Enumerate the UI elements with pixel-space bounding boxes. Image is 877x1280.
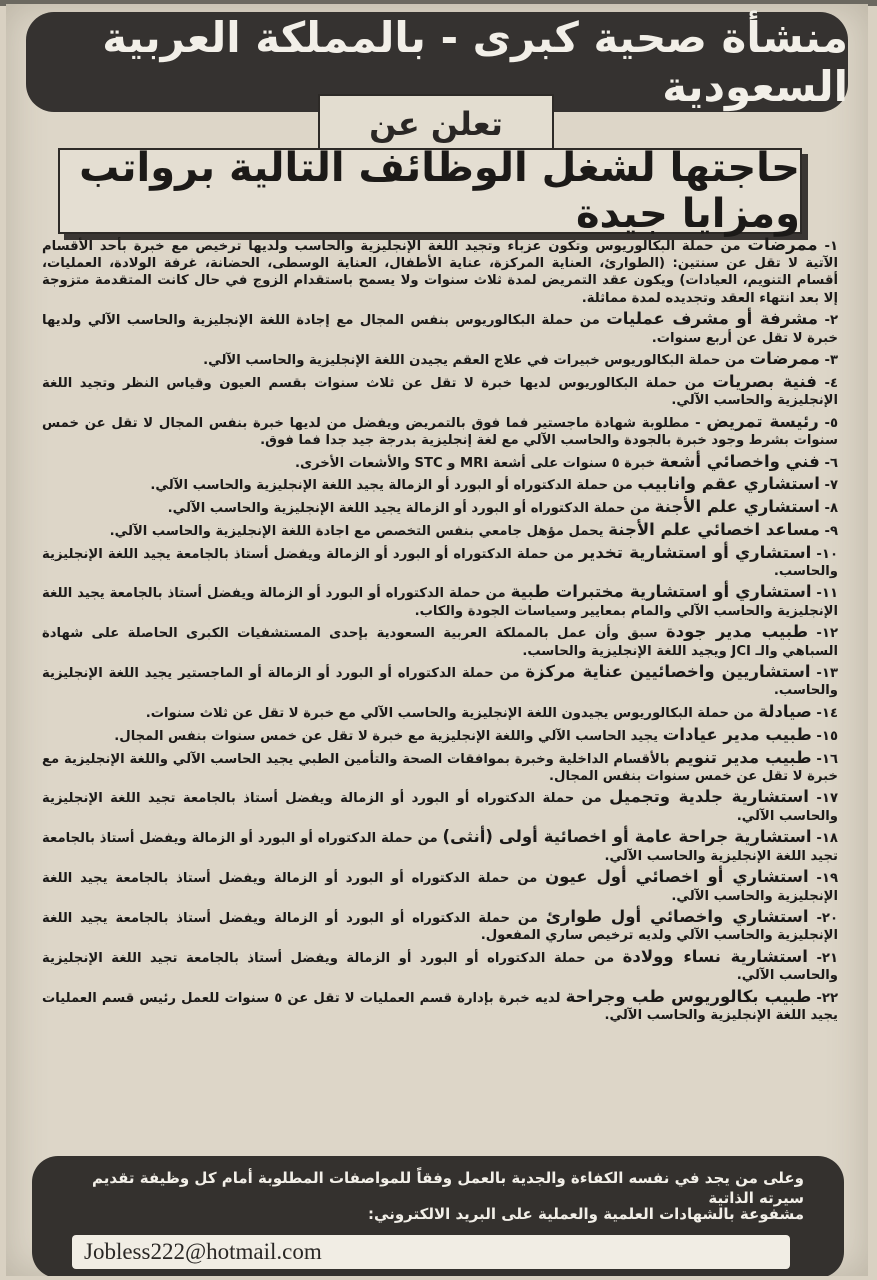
job-title: استشاري عقم وانابيب [637, 474, 820, 494]
footer-line-2: مشفوعة بالشهادات العلمية والعملية على البريد الالكتروني: [368, 1205, 804, 1223]
job-item [42, 749, 838, 785]
job-item [42, 498, 838, 517]
job-item [42, 828, 838, 864]
job-number: ٥- [824, 415, 838, 431]
job-item [42, 310, 838, 346]
job-title: طبيب مدير عيادات [662, 724, 812, 744]
job-number: ١٩- [816, 871, 838, 887]
job-item [42, 544, 838, 580]
job-number: ٨- [824, 501, 838, 517]
job-number: ٢- [824, 313, 838, 329]
job-title: استشاريين واخصائيين عناية مركزة [525, 662, 811, 682]
job-description: - مطلوبة شهادة ماجستير فما فوق بالتمريض ويفضل من لديها خبرة بنفس المجال لا تقل عن خمس سنوات بشرط وجود خبرة بالجودة والحاسب الآلي مع لغة إنجليزية بدرجة جيد جدا فما فوق. [42, 415, 838, 449]
job-item [42, 948, 838, 984]
job-number: ٦- [824, 455, 838, 471]
job-number: ٢٠- [816, 911, 838, 927]
job-description: من حملة البكالوريوس لديها خبرة لا تقل عن ثلاث سنوات بقسم العيون وقياس النظر وتجيد اللغة الإنجليزية والحاسب الآلي. [42, 375, 838, 409]
job-description: من حملة الدكتوراه أو البورد أو الزمالة يجيد اللغة الإنجليزية والحاسب الآلي. [150, 478, 633, 494]
job-title: صيادلة [758, 702, 812, 722]
jobs-list [42, 236, 838, 1188]
email-box [72, 1235, 790, 1269]
job-item [42, 663, 838, 699]
job-description: من حملة الدكتوراه أو البورد أو الزمالة ويفضل أستاذ بالجامعة يجيد اللغة الإنجليزية والحاسب الآلي والمام بمعايير وسياسات الجودة والكاب. [42, 586, 838, 619]
newspaper-ad-page [6, 4, 868, 1276]
job-number: ٢١- [816, 951, 838, 967]
job-description: لديه خبرة بإدارة قسم العمليات لا تقل عن ٥ سنوات للعمل رئيس قسم العمليات يجيد اللغة الإنجليزية والحاسب الآلي. [42, 991, 838, 1024]
job-item [42, 236, 838, 307]
job-item [42, 868, 838, 904]
job-item [42, 583, 838, 619]
job-item [42, 475, 838, 494]
job-item [42, 453, 838, 472]
job-title: طبيب بكالوريوس طب وجراحة [565, 987, 812, 1007]
job-description: خبرة ٥ سنوات على أشعة MRI و STC والأشعات الأخرى. [295, 455, 656, 471]
job-title: استشاري أو اخصائي أول عيون [545, 867, 809, 887]
announce-text: تعلن عن [369, 105, 503, 143]
job-description: من حملة الدكتوراه أو البورد أو الزمالة ويفضل أستاذ بالجامعة يجيد اللغة الإنجليزية والحاسب الآلي. [42, 871, 838, 904]
job-description: بالأقسام الداخلية وخبرة بموافقات الصحة والتأمين الطبي يجيد الحاسب الآلي واللغة الإنجليزية مع خبرة لا تقل عن خمس سنوات بنفس المجال. [42, 751, 838, 784]
job-number: ١١- [816, 586, 838, 602]
subtitle-box [58, 145, 802, 237]
job-title: فنية بصريات [712, 371, 817, 391]
job-title: مساعد اخصائي علم الأجنة [608, 519, 820, 539]
job-title: مشرفة أو مشرف عمليات [606, 309, 819, 329]
job-number: ١٦- [816, 751, 838, 767]
job-title: استشاري أو استشارية مختبرات طبية [510, 582, 812, 602]
job-number: ١٨- [816, 831, 838, 847]
job-title: استشارية جراحة عامة أو اخصائية أولى (أنثى) [442, 827, 812, 847]
page-title: منشأة صحية كبرى - بالمملكة العربية السعودية [102, 13, 848, 111]
job-title: رئيسة تمريض [706, 411, 819, 431]
job-description: من حملة الدكتوراه أو البورد أو الزمالة يجيد اللغة الإنجليزية والحاسب الآلي. [167, 501, 651, 517]
job-number: ١٢- [816, 626, 838, 642]
job-item [42, 521, 838, 540]
footer-line-1: وعلى من يجد في نفسه الكفاءة والجدية بالعمل وفقاً للمواصفات المطلوبة أمام كل وظيفة تقديم سيرته الذاتية [92, 1169, 804, 1207]
job-item [42, 373, 838, 409]
job-description: من حملة البكالوريوس يجيدون اللغة الإنجليزية والحاسب الآلي مع خبرة لا تقل عن ثلاث سنوات. [145, 706, 754, 722]
job-number: ٤- [824, 375, 838, 391]
job-description: من حملة الدكتوراه أو البورد أو الزمالة ويفضل أستاذ بالجامعة تجيد اللغة الإنجليزية والحاسب الآلي. [42, 951, 838, 984]
job-description: من حملة الدكتوراه أو البورد أو الزمالة ويفضل أستاذ بالجامعة تجيد اللغة الإنجليزية والحاسب الآلي. [42, 831, 838, 864]
job-title: طبيب مدير جودة [665, 622, 809, 642]
job-item [42, 908, 838, 944]
job-description: من حملة الدكتوراه أو البورد أو الزمالة أو الماجستير يجيد اللغة الإنجليزية والحاسب. [42, 666, 838, 699]
job-title: استشارية نساء وولادة [622, 947, 808, 967]
job-title: ممرضات [747, 236, 818, 254]
job-item [42, 703, 838, 722]
job-number: ١- [824, 239, 838, 254]
job-title: استشارية جلدية وتجميل [609, 787, 809, 807]
job-title: ممرضات [749, 349, 820, 369]
subtitle-text: حاجتها لشغل الوظائف التالية برواتب ومزايا جيدة [79, 145, 800, 237]
job-title: استشاري واخصائي أول طوارئ [545, 907, 809, 927]
job-item [42, 413, 838, 449]
job-description: من حملة البكالوريوس بنفس المجال مع إجادة اللغة الإنجليزية والحاسب الآلي ولديها خبرة لا تقل عن أربع سنوات. [42, 313, 838, 346]
job-item [42, 788, 838, 824]
job-number: ١٤- [816, 706, 838, 722]
job-number: ٩- [824, 523, 838, 539]
email-link[interactable]: Jobless222@hotmail.com [84, 1239, 322, 1264]
job-description: من حملة الدكتوراه أو البورد أو الزمالة ويفضل أستاذ بالجامعة يجيد اللغة الإنجليزية والحاسب. [42, 546, 838, 579]
job-number: ١٧- [816, 791, 838, 807]
job-description: سبق وأن عمل بالمملكة العربية السعودية بإحدى المستشفيات الكبرى الحاصلة على شهادة السباهي والـ JCI ويجيد اللغة الإنجليزية والحاسب. [42, 626, 838, 659]
job-item [42, 726, 838, 745]
job-description: من حملة الدكتوراه أو البورد أو الزمالة ويفضل أستاذ بالجامعة يجيد اللغة الإنجليزية والحاسب الآلي ولديه ترخيص ساري المفعول. [42, 911, 838, 944]
job-item [42, 988, 838, 1024]
job-description: يحمل مؤهل جامعي بنفس التخصص مع اجادة اللغة الإنجليزية والحاسب الآلي. [109, 523, 604, 539]
job-number: ١٣- [816, 666, 838, 682]
job-description: من حملة البكالوريوس خبيرات في علاج العقم يجيدن اللغة الإنجليزية والحاسب الآلي. [203, 353, 745, 369]
job-description: من حملة البكالوريوس وتكون عزباء وتجيد اللغة الإنجليزية والحاسب ولديها ترخيص مع خبرة بأحد الأقسام الآتية لا تقل عن سنتين: (الطوارئ، العناية المركزة، عناية الأطفال، العناية الوسطى، الحضانة، غرفة الولادة، العمليات، أقسام التنويم، العيادات) ويكون عقد التمريض لمدة ثلاث سنوات ولا يسمح باستقدام الزوج في حال كانت المتقدمة متزوجة إلا بعد انتهاء العقد وتجديده لمدة مماثلة. [42, 239, 838, 306]
job-item [42, 350, 838, 369]
job-title: استشاري أو استشارية تخدير [578, 542, 812, 562]
job-title: استشاري علم الأجنة [654, 497, 820, 517]
job-number: ٧- [824, 478, 838, 494]
job-title: فني واخصائي أشعة [659, 451, 820, 471]
job-description: من حملة الدكتوراه أو البورد أو الزمالة ويفضل أستاذ بالجامعة تجيد اللغة الإنجليزية والحاسب الآلي. [42, 791, 838, 824]
job-number: ١٥- [816, 728, 838, 744]
job-title: طبيب مدير تنويم [674, 747, 812, 767]
job-item [42, 623, 838, 659]
job-description: يجيد الحاسب الآلي واللغة الإنجليزية مع خبرة لا تقل عن خمس سنوات بنفس المجال. [114, 728, 659, 744]
job-number: ٣- [824, 353, 838, 369]
job-number: ١٠- [816, 546, 838, 562]
job-number: ٢٢- [816, 991, 838, 1007]
